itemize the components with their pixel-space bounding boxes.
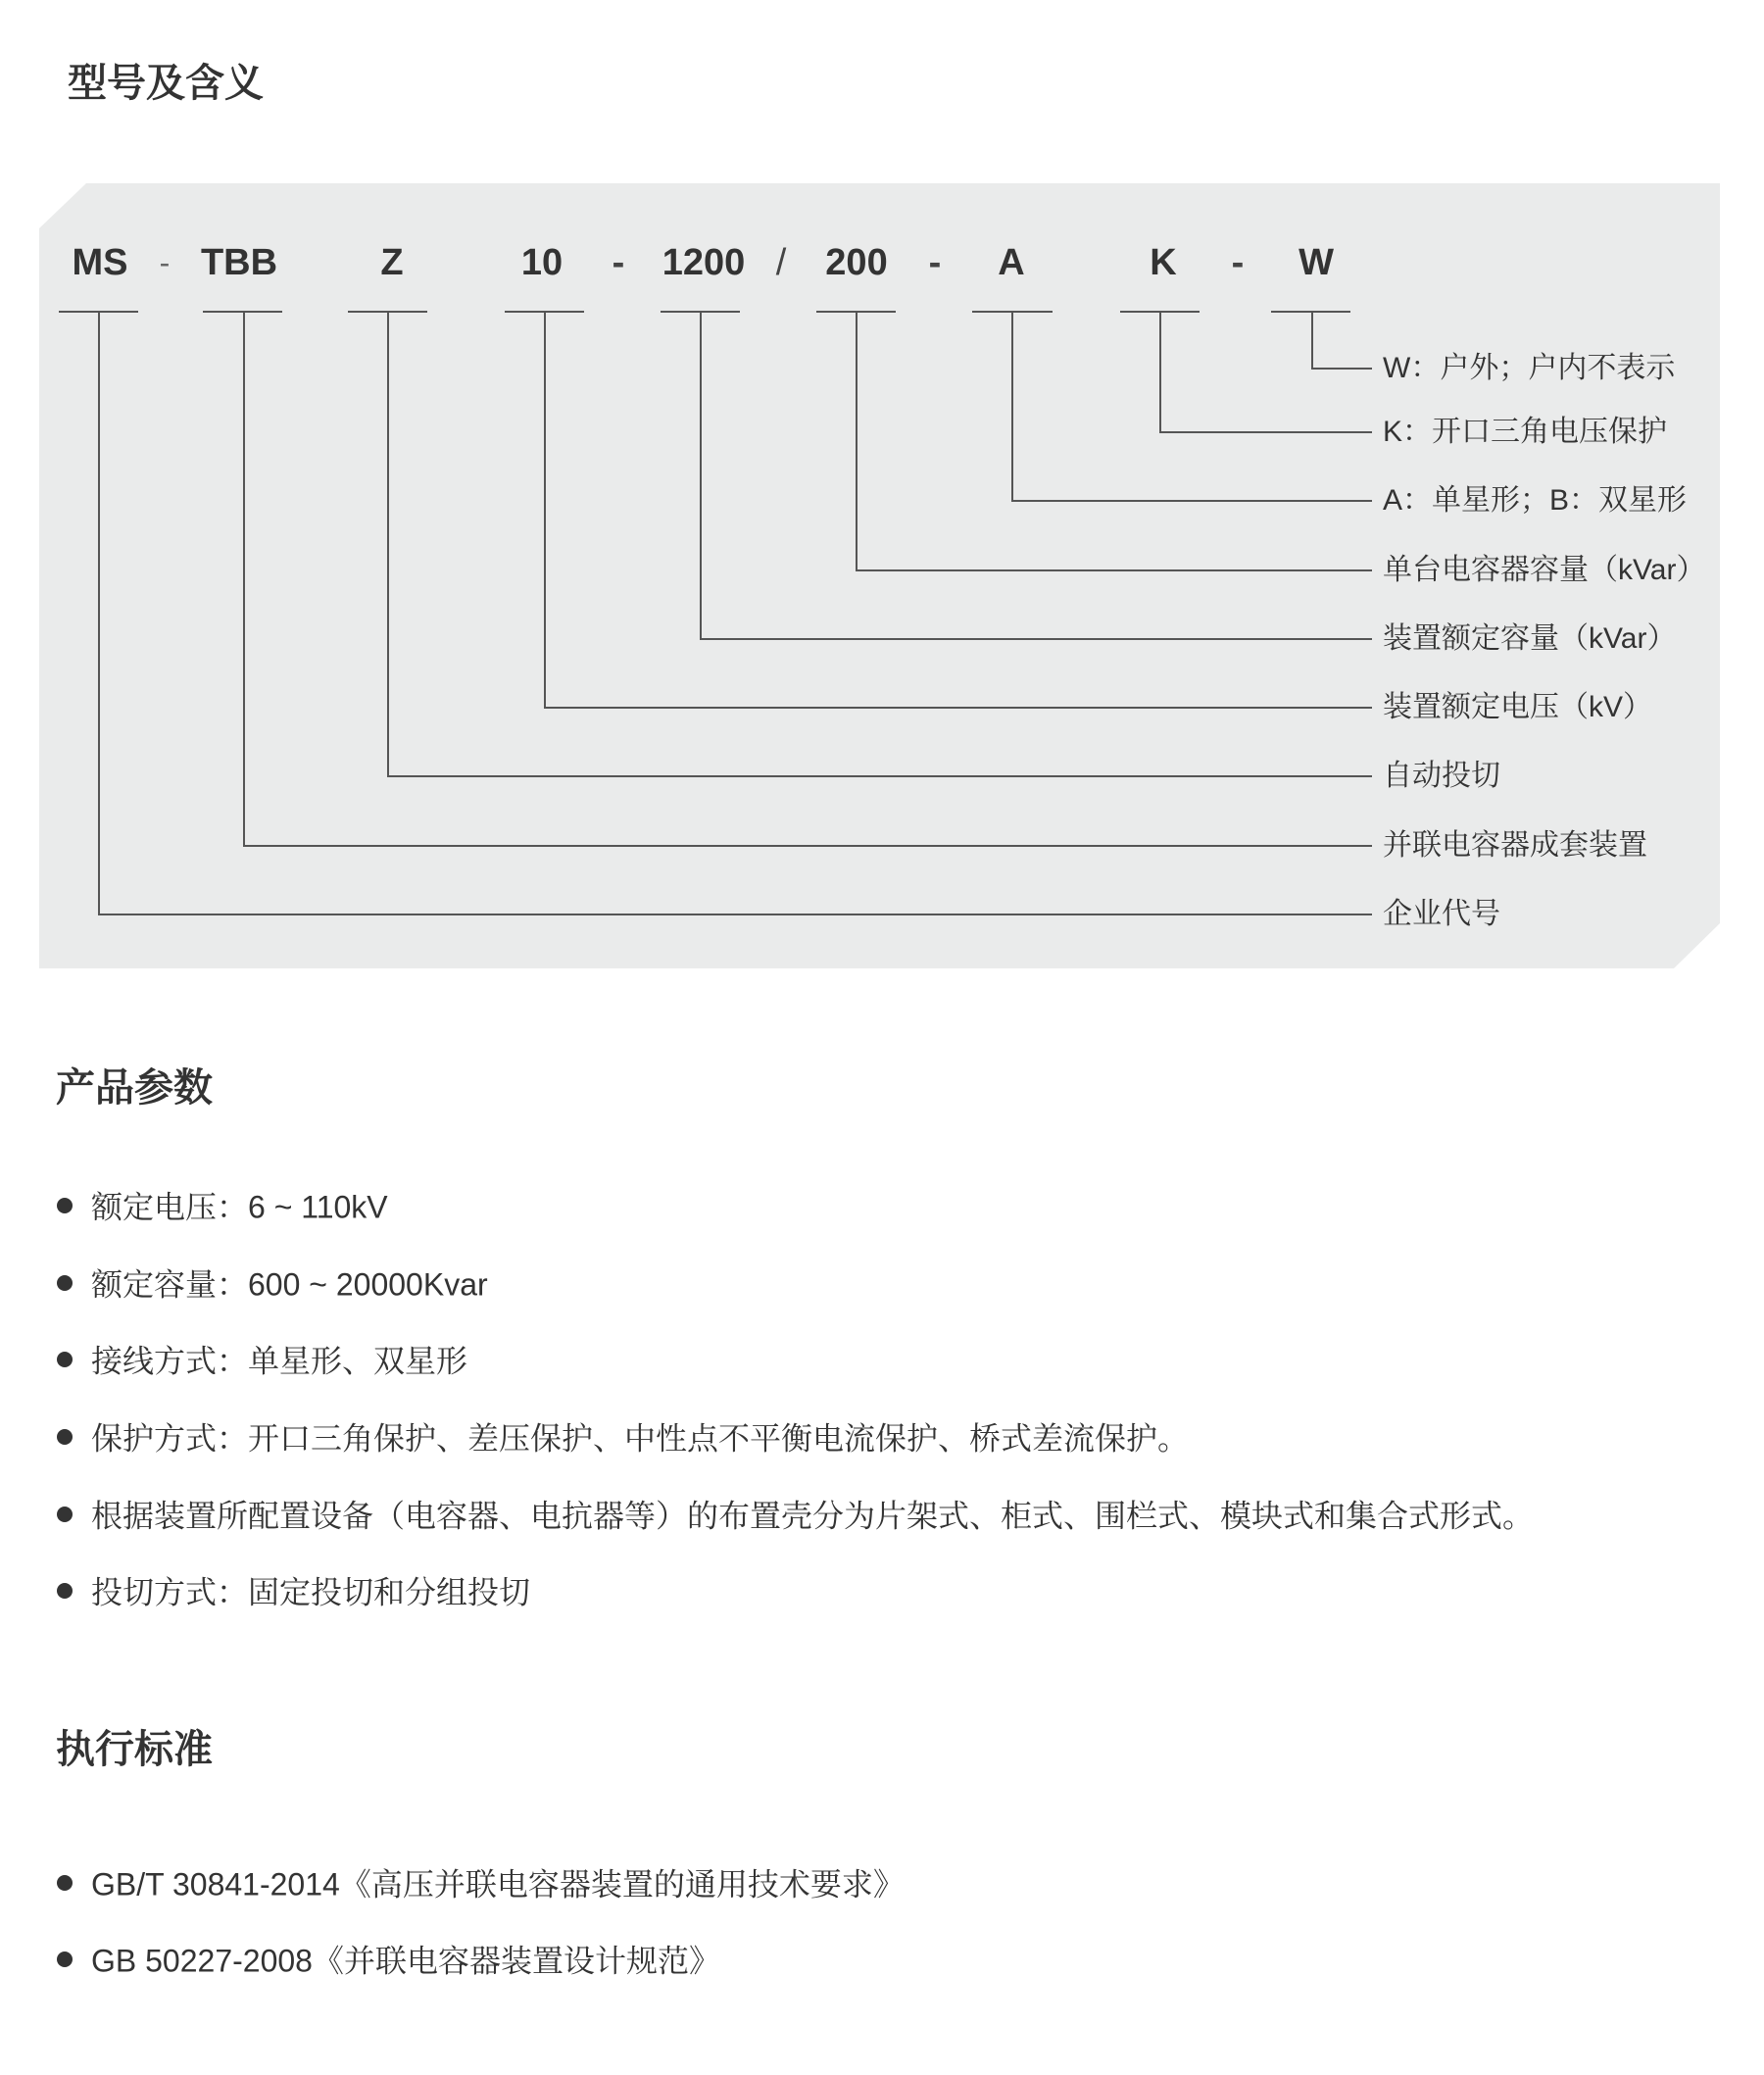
list-item-text: 额定电压：6 ~ 110kV: [91, 1189, 388, 1225]
list-item: [57, 1183, 388, 1226]
list-item-text: 额定容量：600 ~ 20000Kvar: [91, 1266, 488, 1303]
bullet-icon: [57, 1583, 73, 1599]
bullet-icon: [57, 1198, 73, 1213]
standards-section-title: 执行标准: [56, 1728, 213, 1771]
list-item-text: GB/T 30841-2014《高压并联电容器装置的通用技术要求》: [91, 1866, 905, 1902]
code-separator: -: [612, 242, 625, 283]
code-slash: /: [775, 242, 787, 283]
list-item: [57, 1492, 1534, 1535]
code-10: 10: [520, 242, 564, 283]
meaning-k: K：开口三角电压保护: [1383, 416, 1668, 448]
list-item: [57, 1568, 530, 1611]
code-z: Z: [380, 242, 404, 283]
list-item-text: 接线方式：单星形、双星形: [91, 1343, 468, 1379]
meaning-200: 单台电容器容量（kVar）: [1383, 554, 1706, 586]
meaning-10: 装置额定电压（kV）: [1383, 691, 1653, 723]
code-k: K: [1150, 242, 1177, 283]
code-w: W: [1298, 242, 1334, 283]
meaning-a: A：单星形；B：双星形: [1383, 484, 1688, 517]
code-tbb: TBB: [200, 242, 278, 283]
meaning-z: 自动投切: [1383, 760, 1500, 792]
code-ms: MS: [72, 242, 128, 283]
meaning-1200: 装置额定容量（kVar）: [1383, 622, 1677, 655]
bullet-icon: [57, 1507, 73, 1522]
code-200: 200: [825, 242, 888, 283]
code-separator: -: [1231, 242, 1245, 283]
bullet-icon: [57, 1429, 73, 1445]
bullet-icon: [57, 1951, 73, 1967]
code-separator: -: [159, 245, 171, 280]
list-item-text: GB 50227-2008《并联电容器装置设计规范》: [91, 1943, 720, 1979]
list-item: [57, 1337, 467, 1380]
code-separator: -: [928, 242, 942, 283]
meaning-ms: 企业代号: [1383, 898, 1500, 930]
meaning-tbb: 并联电容器成套装置: [1383, 829, 1647, 862]
meaning-w: W：户外；户内不表示: [1383, 352, 1676, 384]
list-item: [57, 1860, 905, 1903]
list-item-text: 保护方式：开口三角保护、差压保护、中性点不平衡电流保护、桥式差流保护。: [91, 1420, 1190, 1457]
params-section-title: 产品参数: [56, 1066, 213, 1110]
model-section-title: 型号及含义: [68, 62, 264, 105]
bullet-icon: [57, 1275, 73, 1291]
list-item-text: 根据装置所配置设备（电容器、电抗器等）的布置壳分为片架式、柜式、围栏式、模块式和集合式形式。: [91, 1498, 1535, 1534]
list-item-text: 投切方式：固定投切和分组投切: [91, 1574, 531, 1610]
list-item: [57, 1414, 1189, 1457]
list-item: [57, 1937, 720, 1980]
code-a: A: [998, 242, 1025, 283]
bullet-icon: [57, 1352, 73, 1367]
code-1200: 1200: [662, 242, 746, 283]
list-item: [57, 1260, 488, 1304]
bullet-icon: [57, 1875, 73, 1891]
